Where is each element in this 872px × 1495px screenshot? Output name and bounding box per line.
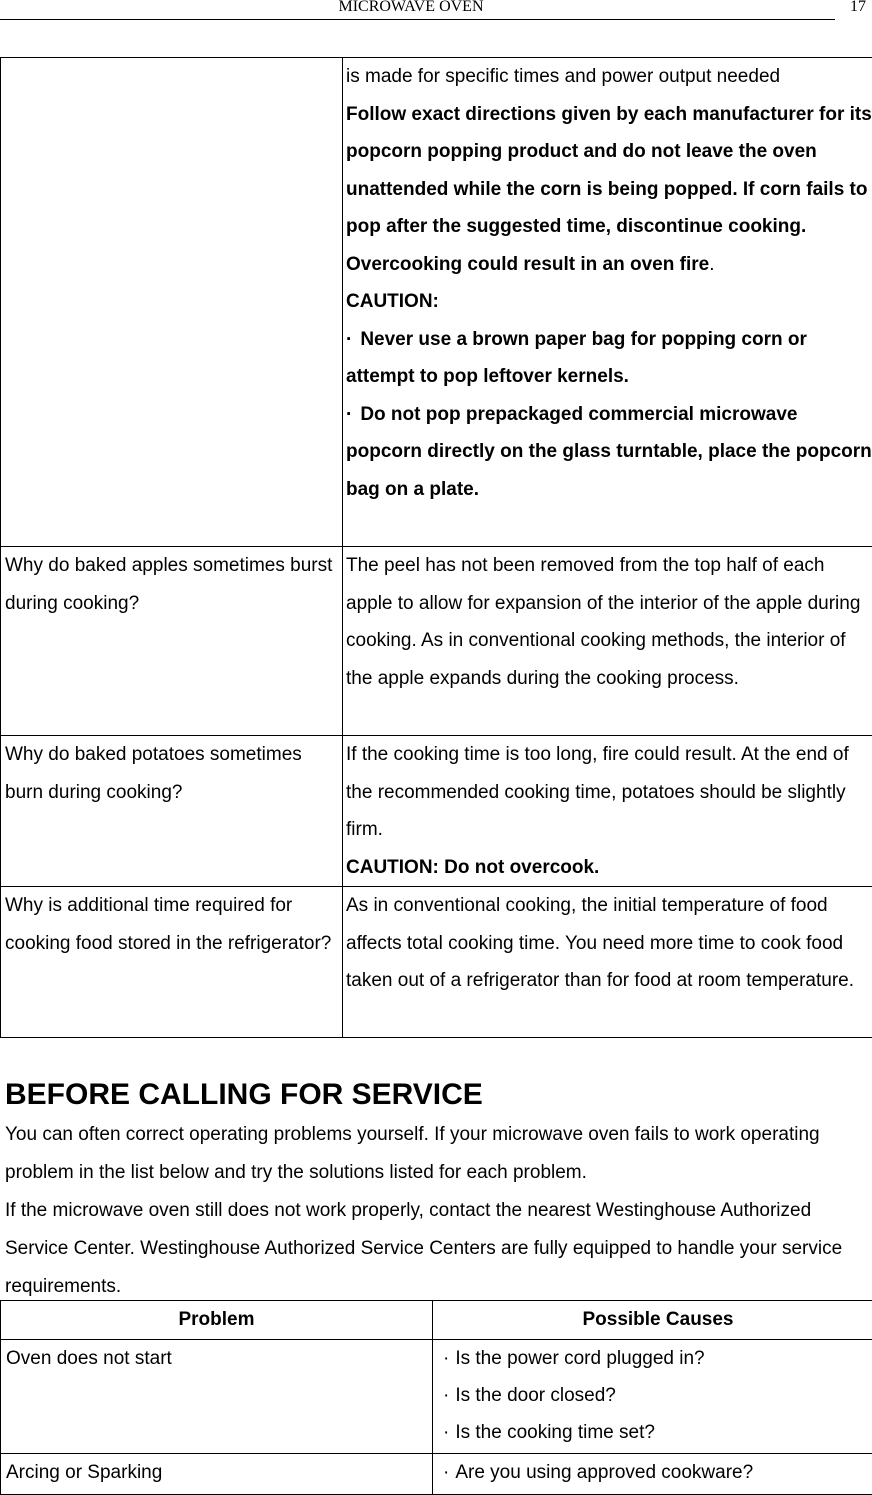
cause-item bbox=[443, 1377, 872, 1414]
answer-end-period: . bbox=[709, 254, 714, 275]
problem-cell: Oven does not start bbox=[1, 1340, 433, 1454]
cause-item bbox=[443, 1414, 872, 1451]
table-row bbox=[1, 1454, 872, 1495]
faq-question-cell: Why is additional time required for cooking food stored in the refrigerator? bbox=[1, 887, 343, 1038]
cause-text: Is the door closed? bbox=[455, 1385, 616, 1406]
page-number: 17 bbox=[850, 0, 866, 17]
bullet-icon: · bbox=[443, 1422, 449, 1443]
bullet-icon: · bbox=[346, 404, 352, 425]
service-intro bbox=[5, 1116, 867, 1306]
caution-text: CAUTION: Do not overcook. bbox=[346, 849, 872, 887]
faq-answer-cell: The peel has not been removed from the top half of each apple to allow for expansion of the interior of the apple during cooking. As in conventional cooking methods, the interior of the apple expands during the cooking process. bbox=[343, 547, 872, 736]
faq-table bbox=[0, 57, 872, 1038]
column-header-problem: Problem bbox=[1, 1301, 433, 1340]
table-row bbox=[1, 1340, 872, 1454]
problem-cell: Arcing or Sparking bbox=[1, 1454, 433, 1495]
faq-answer-cell: As in conventional cooking, the initial temperature of food affects total cooking time. You need more time to cook food taken out of a refrigerator than for food at room temperature. bbox=[343, 887, 872, 1038]
service-table bbox=[0, 1300, 872, 1495]
bullet-icon: · bbox=[443, 1385, 449, 1406]
cause-text: Is the power cord plugged in? bbox=[455, 1348, 704, 1369]
header-rule bbox=[0, 19, 835, 20]
table-row bbox=[1, 547, 872, 736]
faq-question-cell: Why do baked potatoes sometimes burn during cooking? bbox=[1, 736, 343, 887]
running-header-title: MICROWAVE OVEN bbox=[0, 0, 822, 17]
faq-answer-cell bbox=[343, 58, 872, 547]
caution-item-text: Do not pop prepackaged commercial microwave popcorn directly on the glass turntable, place the popcorn bag on a plate. bbox=[346, 404, 872, 500]
answer-intro-text: is made for specific times and power output needed bbox=[346, 58, 872, 96]
table-header-row bbox=[1, 1301, 872, 1340]
table-row bbox=[1, 58, 872, 547]
bullet-icon: · bbox=[443, 1462, 449, 1483]
causes-cell bbox=[433, 1454, 872, 1495]
answer-bold-text: Follow exact directions given by each manufacturer for its popcorn popping product and do not leave the oven unattended while the corn is being popped. If corn fails to pop after the suggested time, discontinue cooking. Overcooking could result in an oven fire bbox=[346, 104, 872, 275]
column-header-causes: Possible Causes bbox=[433, 1301, 872, 1340]
cause-text: Are you using approved cookware? bbox=[455, 1462, 753, 1483]
cause-text: Is the cooking time set? bbox=[455, 1422, 655, 1443]
caution-item bbox=[346, 396, 872, 509]
answer-bold-paragraph bbox=[346, 96, 872, 284]
causes-cell bbox=[433, 1340, 872, 1454]
bullet-icon: · bbox=[346, 329, 352, 350]
cause-item bbox=[443, 1454, 872, 1491]
intro-paragraph: You can often correct operating problems yourself. If your microwave oven fails to work operating problem in the list below and try the solutions listed for each problem. bbox=[5, 1116, 867, 1192]
faq-question-cell bbox=[1, 58, 343, 547]
faq-question-cell: Why do baked apples sometimes burst during cooking? bbox=[1, 547, 343, 736]
section-heading: BEFORE CALLING FOR SERVICE bbox=[5, 1076, 483, 1114]
bullet-icon: · bbox=[443, 1348, 449, 1369]
answer-text: If the cooking time is too long, fire could result. At the end of the recommended cooking time, potatoes should be slightly firm. bbox=[346, 736, 872, 849]
caution-item-text: Never use a brown paper bag for popping corn or attempt to pop leftover kernels. bbox=[346, 329, 807, 388]
caution-item bbox=[346, 321, 872, 396]
table-row bbox=[1, 887, 872, 1038]
table-row bbox=[1, 736, 872, 887]
cause-item bbox=[443, 1340, 872, 1377]
faq-answer-cell bbox=[343, 736, 872, 887]
caution-label: CAUTION: bbox=[346, 283, 872, 321]
intro-paragraph: If the microwave oven still does not work properly, contact the nearest Westinghouse Authorized Service Center. Westinghouse Authorized Service Centers are fully equipped to handle your service requirements. bbox=[5, 1192, 867, 1306]
